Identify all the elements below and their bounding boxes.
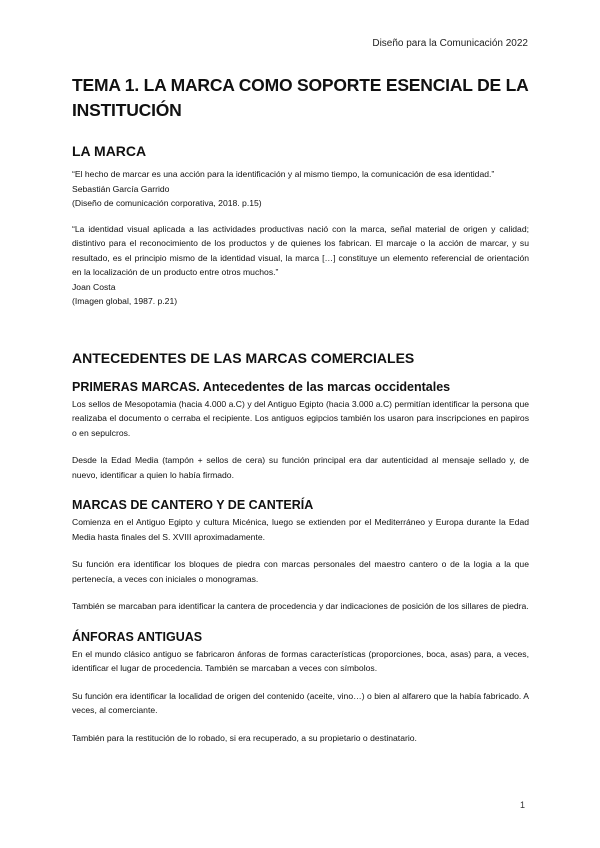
paragraph: Comienza en el Antiguo Egipto y cultura Micénica, luego se extienden por el Mediterráneo y Europa durante la Edad Media hasta finales del S. XVIII aproximadamente. (72, 517, 529, 542)
quote-block-costa (72, 222, 529, 309)
quote-source: (Imagen global, 1987. p.21) (72, 296, 178, 306)
section-heading-antecedentes: ANTECEDENTES DE LAS MARCAS COMERCIALES (72, 349, 415, 366)
quote-source: (Diseño de comunicación corporativa, 2018. p.15) (72, 198, 262, 208)
page-content (72, 73, 529, 758)
quote-author: Sebastián García Garrido (72, 183, 170, 194)
page-number: 1 (519, 800, 525, 810)
subsection-heading-primeras-marcas: PRIMERAS MARCAS. Antecedentes de las marcas occidentales (72, 379, 451, 394)
quote-text: “El hecho de marcar es una acción para la identificación y al mismo tiempo, la comunicación de esa identidad.” (72, 169, 495, 179)
section-heading-la-marca: LA MARCA (72, 143, 147, 159)
subsection-heading-anforas: ÁNFORAS ANTIGUAS (72, 629, 203, 644)
paragraph: También se marcaban para identificar la cantera de procedencia y dar indicaciones de posición de los sillares de piedra. (72, 601, 529, 611)
paragraph: Su función era identificar la localidad de origen del contenido (aceite, vino…) o bien al alfarero que la había fabricado. A veces, al comerciante. (72, 690, 529, 715)
quote-block-garcia (72, 167, 529, 211)
paragraph: Los sellos de Mesopotamia (hacia 4.000 a.C) y del Antiguo Egipto (hacia 3.000 a.C) permitían identificar la persona que realizaba el documento o cerraba el recipiente. Los antiguos egipcios también los usaron para inscripciones en papiros o en sepulcros. (72, 398, 529, 438)
paragraph: Su función era identificar los bloques de piedra con marcas personales del maestro cantero o de la logia a la que pertenecía, a veces con iniciales o monogramas. (72, 559, 529, 584)
paragraph: Desde la Edad Media (tampón + sellos de cera) su función principal era dar autenticidad al mensaje sellado y, de nuevo, identificar a quien lo había firmado. (72, 455, 529, 480)
paragraph: También para la restitución de lo robado, si era recuperado, a su propietario o destinatario. (72, 732, 417, 743)
document-title: TEMA 1. LA MARCA COMO SOPORTE ESENCIAL DE LA INSTITUCIÓN (72, 75, 528, 120)
quote-author: Joan Costa (72, 281, 116, 292)
quote-text: “La identidad visual aplicada a las actividades productivas nació con la marca, señal material de origen y calidad; distintivo para el reconocimiento de los productos y de quienes los fabrican. El marcaje o la acción de marcar, y su resultado, es el principio mismo de la identidad visual, la marca […] constituye un elemento referencial de orientación en la localización de un producto entre otros muchos.” (72, 223, 529, 277)
paragraph: En el mundo clásico antiguo se fabricaron ánforas de formas características (proporciones, boca, asas) para, a veces, identificar el lugar de procedencia. También se marcaban a veces con símbolos. (72, 648, 529, 673)
page-header: Diseño para la Comunicación 2022 (372, 38, 528, 49)
subsection-heading-cantero: MARCAS DE CANTERO Y DE CANTERÍA (72, 498, 314, 512)
